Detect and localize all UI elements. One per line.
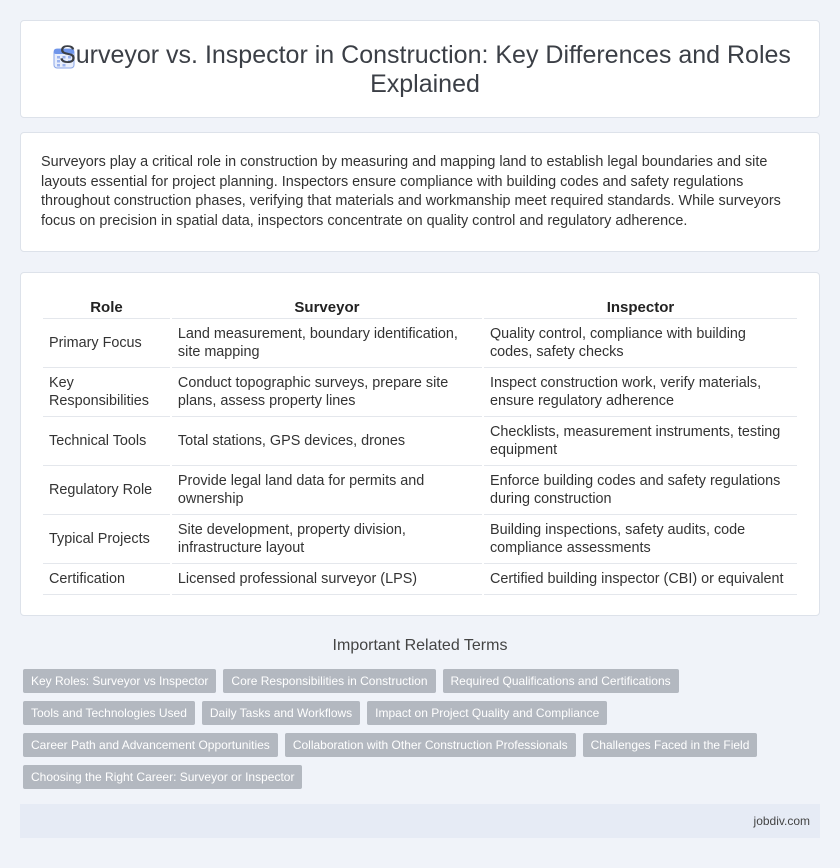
related-term-tag[interactable]: Key Roles: Surveyor vs Inspector — [23, 669, 216, 693]
row-label: Key Responsibilities — [43, 368, 170, 417]
header-inspector: Inspector — [484, 293, 797, 319]
table-row — [43, 368, 797, 417]
row-label: Certification — [43, 564, 170, 595]
header-role: Role — [43, 293, 170, 319]
table-row — [43, 466, 797, 515]
footer-site-link[interactable]: jobdiv.com — [753, 814, 810, 828]
related-terms-title: Important Related Terms — [332, 637, 508, 654]
related-term-tag[interactable]: Required Qualifications and Certifications — [443, 669, 679, 693]
inspector-cell: Inspect construction work, verify materials, ensure regulatory adherence — [484, 368, 797, 417]
surveyor-cell: Total stations, GPS devices, drones — [172, 417, 482, 466]
surveyor-cell: Conduct topographic surveys, prepare site plans, assess property lines — [172, 368, 482, 417]
header-surveyor: Surveyor — [172, 293, 482, 319]
row-label: Technical Tools — [43, 417, 170, 466]
inspector-cell: Certified building inspector (CBI) or equivalent — [484, 564, 797, 595]
table-row — [43, 515, 797, 564]
related-term-tag[interactable]: Daily Tasks and Workflows — [202, 701, 360, 725]
comparison-table — [41, 293, 799, 595]
related-term-tag[interactable]: Tools and Technologies Used — [23, 701, 195, 725]
comparison-table-card — [20, 272, 820, 616]
table-header-row — [43, 293, 797, 319]
related-term-tag[interactable]: Collaboration with Other Construction Professionals — [285, 733, 576, 757]
intro-card — [20, 132, 820, 252]
related-term-tag[interactable]: Challenges Faced in the Field — [583, 733, 758, 757]
inspector-cell: Enforce building codes and safety regulations during construction — [484, 466, 797, 515]
related-term-tag[interactable]: Impact on Project Quality and Compliance — [367, 701, 607, 725]
surveyor-cell: Licensed professional surveyor (LPS) — [172, 564, 482, 595]
table-row — [43, 564, 797, 595]
surveyor-cell: Site development, property division, infrastructure layout — [172, 515, 482, 564]
related-term-tag[interactable]: Core Responsibilities in Construction — [223, 669, 435, 693]
related-term-tag[interactable]: Choosing the Right Career: Surveyor or Inspector — [23, 765, 302, 789]
header-card — [20, 20, 820, 118]
footer — [20, 804, 820, 838]
inspector-cell: Building inspections, safety audits, code compliance assessments — [484, 515, 797, 564]
row-label: Primary Focus — [43, 319, 170, 368]
surveyor-cell: Land measurement, boundary identification, site mapping — [172, 319, 482, 368]
inspector-cell: Quality control, compliance with building codes, safety checks — [484, 319, 797, 368]
row-label: Regulatory Role — [43, 466, 170, 515]
table-row — [43, 417, 797, 466]
related-term-tag[interactable]: Career Path and Advancement Opportunities — [23, 733, 278, 757]
intro-paragraph: Surveyors play a critical role in construction by measuring and mapping land to establish legal boundaries and site layouts essential for project planning. Inspectors ensure compliance with building codes and safety regulations throughout construction phases, verifying that materials and workmanship meet required standards. While surveyors focus on precision in spatial data, inspectors concentrate on quality control and regulatory adherence. — [41, 154, 781, 229]
page-title: Surveyor vs. Inspector in Construction: Key Differences and Roles Explained — [59, 41, 791, 98]
table-row — [43, 319, 797, 368]
surveyor-cell: Provide legal land data for permits and ownership — [172, 466, 482, 515]
inspector-cell: Checklists, measurement instruments, testing equipment — [484, 417, 797, 466]
related-terms-tags — [23, 669, 813, 797]
row-label: Typical Projects — [43, 515, 170, 564]
